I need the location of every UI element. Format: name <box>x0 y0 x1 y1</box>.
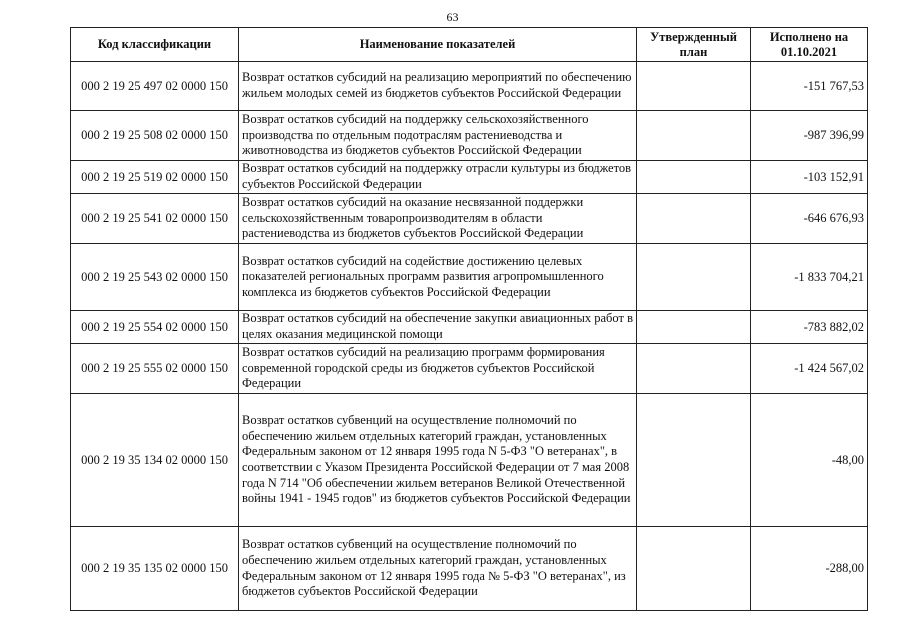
table-row <box>71 527 868 611</box>
classification-code: 000 2 19 25 554 02 0000 150 <box>71 311 239 344</box>
column-header-name: Наименование показателей <box>239 28 637 62</box>
table-body <box>71 62 868 611</box>
budget-table <box>70 27 868 611</box>
column-header-plan: Утвержденный план <box>637 28 751 62</box>
executed-amount: -783 882,02 <box>751 311 868 344</box>
executed-amount: -288,00 <box>751 527 868 611</box>
executed-amount: -1 833 704,21 <box>751 244 868 311</box>
classification-code: 000 2 19 25 543 02 0000 150 <box>71 244 239 311</box>
column-header-code: Код классификации <box>71 28 239 62</box>
approved-plan-cell <box>637 394 751 527</box>
indicator-name: Возврат остатков субсидий на оказание несвязанной поддержки сельскохозяйственным товаропроизводителям в области растениеводства из бюджетов субъектов Российской Федерации <box>239 194 637 244</box>
approved-plan-cell <box>637 161 751 194</box>
classification-code: 000 2 19 35 135 02 0000 150 <box>71 527 239 611</box>
indicator-name: Возврат остатков субсидий на реализацию мероприятий по обеспечению жильем молодых семей из бюджетов субъектов Российской Федерации <box>239 62 637 111</box>
table-row <box>71 111 868 161</box>
indicator-name: Возврат остатков субсидий на поддержку отрасли культуры из бюджетов субъектов Российской Федерации <box>239 161 637 194</box>
executed-amount: -151 767,53 <box>751 62 868 111</box>
classification-code: 000 2 19 25 508 02 0000 150 <box>71 111 239 161</box>
executed-amount: -48,00 <box>751 394 868 527</box>
table-row <box>71 244 868 311</box>
executed-amount: -103 152,91 <box>751 161 868 194</box>
page-number: 63 <box>446 10 459 24</box>
classification-code: 000 2 19 35 134 02 0000 150 <box>71 394 239 527</box>
table-row <box>71 161 868 194</box>
table-row <box>71 194 868 244</box>
executed-amount: -646 676,93 <box>751 194 868 244</box>
approved-plan-cell <box>637 344 751 394</box>
column-header-done: Исполнено на 01.10.2021 <box>751 28 868 62</box>
classification-code: 000 2 19 25 519 02 0000 150 <box>71 161 239 194</box>
classification-code: 000 2 19 25 541 02 0000 150 <box>71 194 239 244</box>
classification-code: 000 2 19 25 555 02 0000 150 <box>71 344 239 394</box>
approved-plan-cell <box>637 194 751 244</box>
executed-amount: -1 424 567,02 <box>751 344 868 394</box>
approved-plan-cell <box>637 62 751 111</box>
approved-plan-cell <box>637 311 751 344</box>
table-row <box>71 62 868 111</box>
approved-plan-cell <box>637 244 751 311</box>
indicator-name: Возврат остатков субсидий на содействие достижению целевых показателей региональных программ развития агропромышленного комплекса из бюджетов субъектов Российской Федерации <box>239 244 637 311</box>
table-row <box>71 311 868 344</box>
table-row <box>71 344 868 394</box>
indicator-name: Возврат остатков субвенций на осуществление полномочий по обеспечению жильем отдельных категорий граждан, установленных Федеральным законом от 12 января 1995 года № 5-ФЗ "О ветеранах", из бюджетов субъектов Российской Федерации <box>239 527 637 611</box>
approved-plan-cell <box>637 527 751 611</box>
table-row <box>71 394 868 527</box>
indicator-name: Возврат остатков субсидий на реализацию программ формирования современной городской среды из бюджетов субъектов Российской Федерации <box>239 344 637 394</box>
approved-plan-cell <box>637 111 751 161</box>
executed-amount: -987 396,99 <box>751 111 868 161</box>
classification-code: 000 2 19 25 497 02 0000 150 <box>71 62 239 111</box>
indicator-name: Возврат остатков субсидий на поддержку сельскохозяйственного производства по отдельным подотраслям растениеводства и животноводства из бюджетов субъектов Российской Федерации <box>239 111 637 161</box>
table-header-row <box>71 28 868 62</box>
indicator-name: Возврат остатков субсидий на обеспечение закупки авиационных работ в целях оказания медицинской помощи <box>239 311 637 344</box>
indicator-name: Возврат остатков субвенций на осуществление полномочий по обеспечению жильем отдельных категорий граждан, установленных Федеральным законом от 12 января 1995 года N 5-ФЗ "О ветеранах", в соответствии с Указом Президента Российской Федерации от 7 мая 2008 года N 714 "Об обеспечении жильем ветеранов Великой Отечественной войны 1941 - 1945 годов" из бюджетов субъектов Российской Федерации <box>239 394 637 527</box>
